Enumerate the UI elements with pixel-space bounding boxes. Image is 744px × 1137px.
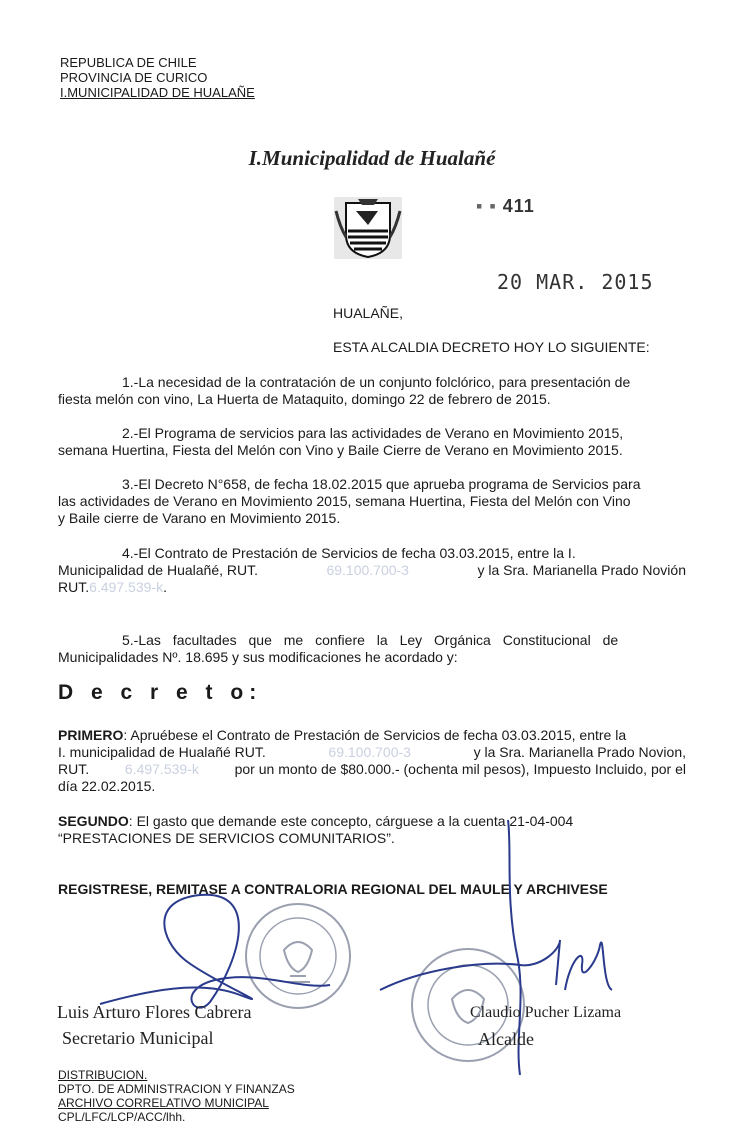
header-line-municipalidad: I.MUNICIPALIDAD DE HUALAÑE — [60, 85, 255, 100]
segundo-line2: “PRESTACIONES DE SERVICIOS COMUNITARIOS”. — [58, 830, 395, 846]
secretary-name: Luis Arturo Flores Cabrera — [57, 1002, 252, 1022]
secretary-seal-icon — [246, 904, 350, 1008]
header-line-provincia: PROVINCIA DE CURICO — [60, 70, 208, 85]
secretary-title: Secretario Municipal — [62, 1028, 214, 1048]
mayor-name: Claudio Pucher Lizama — [470, 1004, 622, 1021]
primero-line3: RUT. 6.497.539-k por un monto de $80.000.- (ochenta mil pesos), Impuesto Incluido, por el — [58, 761, 686, 777]
primero-line4: día 22.02.2015. — [58, 778, 156, 794]
consideration-3-line1: 3.-El Decreto N°658, de fecha 18.02.2015 que aprueba programa de Servicios para — [122, 476, 641, 492]
consideration-1-line1: 1.-La necesidad de la contratación de un conjunto folclórico, para presentación de — [122, 374, 631, 390]
place-label: HUALAÑE, — [333, 305, 404, 321]
redacted-rut: 69.100.700-3 — [328, 744, 411, 760]
consideration-4-line1: 4.-El Contrato de Prestación de Servicios de fecha 03.03.2015, entre la I. — [122, 545, 576, 561]
distribution-heading: DISTRIBUCION. — [58, 1068, 148, 1082]
letterhead-title: I.Municipalidad de Hualañé — [248, 146, 496, 170]
primero-line1: PRIMERO: Apruébese el Contrato de Prestación de Servicios de fecha 03.03.2015, entre la — [58, 727, 627, 743]
consideration-5 — [58, 632, 686, 666]
header-line-republica: REPUBLICA DE CHILE — [60, 55, 197, 70]
segundo-line1: SEGUNDO: El gasto que demande este concepto, cárguese a la cuenta 21-04-004 — [58, 813, 574, 829]
distribution-line3: CPL/LFC/LCP/ACC/lhh. — [58, 1110, 186, 1124]
consideration-1 — [58, 374, 686, 408]
article-segundo — [58, 813, 686, 847]
distribution-line1: DPTO. DE ADMINISTRACION Y FINANZAS — [58, 1082, 295, 1096]
consideration-2-line2: semana Huertina, Fiesta del Melón con Vino y Baile Cierre de Verano en Movimiento 2015. — [58, 442, 623, 458]
consideration-4 — [58, 545, 686, 596]
consideration-5-line2: Municipalidades Nº. 18.695 y sus modificaciones he acordado y: — [58, 649, 458, 665]
redacted-rut: 6.497.539-k — [89, 579, 164, 595]
decreto-heading: D e c r e t o: — [58, 681, 263, 704]
date-stamp: 20 MAR. 2015 — [497, 270, 654, 294]
article-primero — [58, 727, 686, 795]
consideration-3-line3: y Baile cierre de Varano en Movimiento 2015. — [58, 510, 341, 526]
decree-number: ▪ ▪ 411 — [476, 196, 535, 216]
consideration-2 — [58, 425, 686, 459]
distribution-block — [58, 1068, 295, 1124]
distribution-line2: ARCHIVO CORRELATIVO MUNICIPAL — [58, 1096, 269, 1110]
intro-line: ESTA ALCALDIA DECRETO HOY LO SIGUIENTE: — [333, 339, 650, 355]
consideration-3-line2: las actividades de Verano en Movimiento 2015, semana Huertina, Fiesta del Melón con Vino — [58, 493, 631, 509]
consideration-5-line1: 5.-Las facultades que me confiere la Ley Orgánica Constitucional de — [122, 632, 619, 648]
consideration-2-line1: 2.-El Programa de servicios para las actividades de Verano en Movimiento 2015, — [122, 425, 624, 441]
consideration-1-line2: fiesta melón con vino, La Huerta de Mataquito, domingo 22 de febrero de 2015. — [58, 391, 551, 407]
closing-line: REGISTRESE, REMITASE A CONTRALORIA REGIONAL DEL MAULE Y ARCHIVESE — [58, 881, 608, 897]
secretary-signature-icon — [100, 895, 330, 1008]
consideration-3 — [58, 476, 686, 527]
redacted-rut: 6.497.539-k — [124, 761, 199, 777]
redacted-rut: 69.100.700-3 — [326, 562, 409, 578]
mayor-title: Alcalde — [478, 1029, 534, 1049]
consideration-4-line2: Municipalidad de Hualañé, RUT. 69.100.700-3 y la Sra. Marianella Prado Novión — [58, 562, 686, 578]
primero-line2: I. municipalidad de Hualañé RUT. 69.100.700-3 y la Sra. Marianella Prado Novion, — [58, 744, 686, 760]
consideration-4-line3: RUT.6.497.539-k. — [58, 579, 167, 595]
